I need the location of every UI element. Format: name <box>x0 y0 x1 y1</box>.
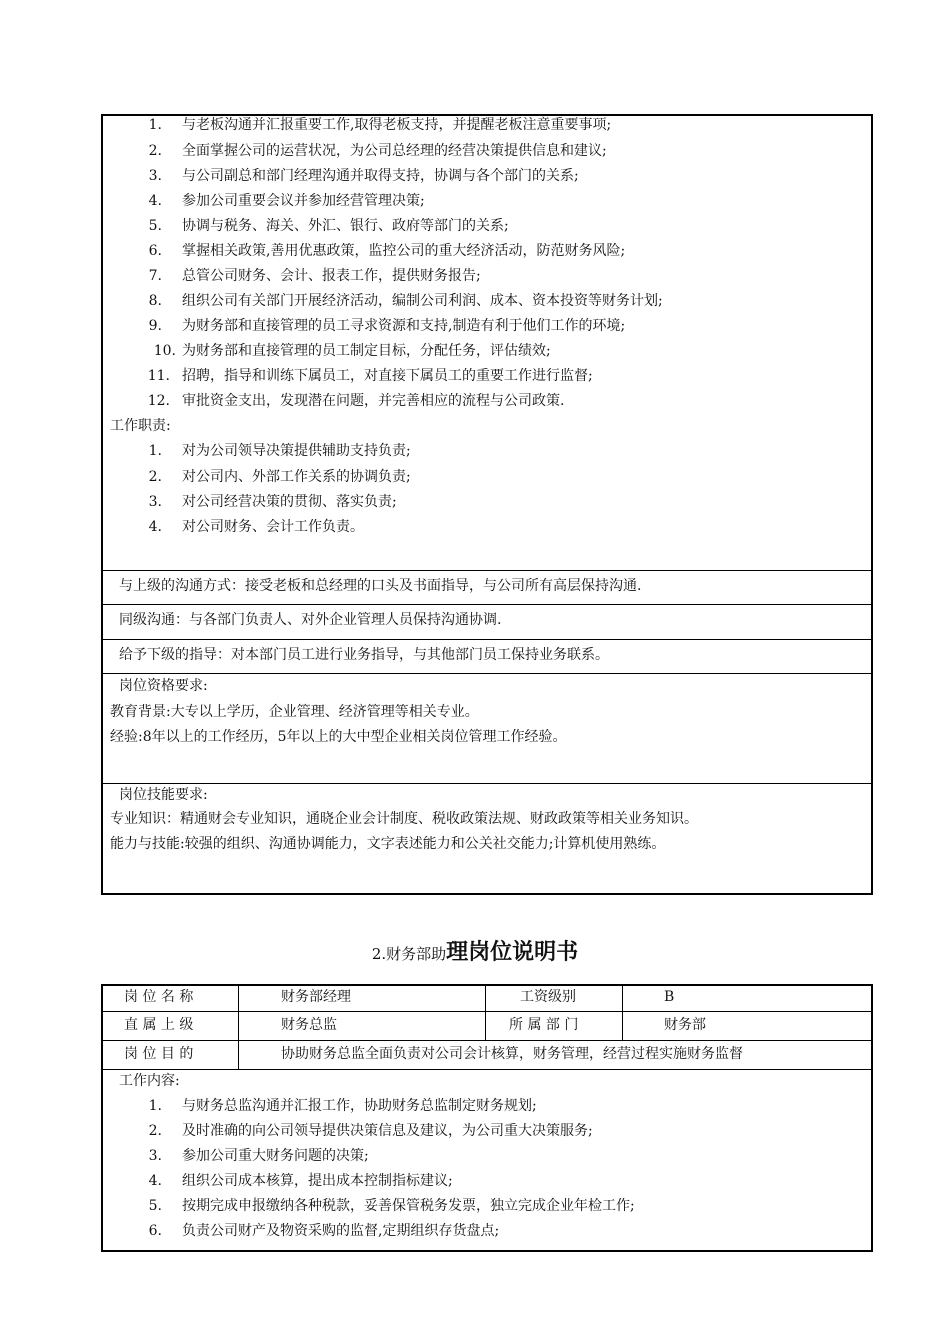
list-item: 参加公司重要会议并参加经营管理决策; <box>182 193 425 209</box>
position-label: 岗 位 名 称 <box>124 989 194 1005</box>
list-number: 3. <box>148 494 162 510</box>
department-label: 所 属 部 门 <box>509 1017 579 1033</box>
list-item: 对为公司领导决策提供辅助支持负责; <box>182 443 411 459</box>
list-item: 协调与税务、海关、外汇、银行、政府等部门的关系; <box>182 218 509 234</box>
list-number: 4. <box>148 1173 162 1189</box>
divider <box>102 673 872 674</box>
list-number: 8. <box>148 293 162 309</box>
section-heading: 工作职责: <box>110 418 171 434</box>
divider <box>238 985 239 1069</box>
skill-heading: 岗位技能要求: <box>119 787 208 803</box>
list-number: 2. <box>148 1123 162 1139</box>
purpose-label: 岗 位 目 的 <box>124 1046 194 1062</box>
divider <box>102 783 872 784</box>
list-item: 对公司经营决策的贯彻、落实负责; <box>182 494 397 510</box>
list-number: 6. <box>148 1223 162 1239</box>
list-number: 4. <box>148 519 162 535</box>
comm-upper: 与上级的沟通方式：接受老板和总经理的口头及书面指导，与公司所有高层保持沟通. <box>119 578 642 594</box>
list-number: 5. <box>148 218 162 234</box>
qualification-experience: 经验:8年以上的工作经历，5年以上的大中型企业相关岗位管理工作经验。 <box>110 729 567 745</box>
qualification-heading: 岗位资格要求: <box>119 678 208 694</box>
list-item: 为财务部和直接管理的员工制定目标，分配任务，评估绩效; <box>182 343 551 359</box>
list-number: 7. <box>148 268 162 284</box>
divider <box>102 1040 872 1041</box>
divider <box>622 985 623 1040</box>
list-item: 与公司副总和部门经理沟通并取得支持，协调与各个部门的关系; <box>182 168 579 184</box>
list-number: 12. <box>147 393 170 409</box>
list-number: 3. <box>148 1148 162 1164</box>
list-item: 及时准确的向公司领导提供决策信息及建议，为公司重大决策服务; <box>182 1123 593 1139</box>
list-item: 组织公司成本核算，提出成本控制指标建议; <box>182 1173 453 1189</box>
list-number: 5. <box>148 1198 162 1214</box>
list-number: 10. <box>153 343 176 359</box>
list-number: 2. <box>148 469 162 485</box>
list-item: 对公司内、外部工作关系的协调负责; <box>182 469 411 485</box>
list-item: 为财务部和直接管理的员工寻求资源和支持,制造有利于他们工作的环境; <box>182 318 626 334</box>
list-number: 11. <box>147 368 170 384</box>
list-number: 1. <box>148 1098 162 1114</box>
title-main: 理岗位说明书 <box>446 939 579 965</box>
list-number: 9. <box>148 318 162 334</box>
list-number: 3. <box>148 168 162 184</box>
superior-value: 财务总监 <box>281 1017 337 1033</box>
list-item: 对公司财务、会计工作负责。 <box>182 519 364 535</box>
purpose-value: 协助财务总监全面负责对公司会计核算，财务管理，经营过程实施财务监督 <box>281 1046 743 1062</box>
list-number: 6. <box>148 243 162 259</box>
list-number: 1. <box>148 443 162 459</box>
list-item: 与财务总监沟通并汇报工作，协助财务总监制定财务规划; <box>182 1098 537 1114</box>
list-item: 全面掌握公司的运营状况，为公司总经理的经营决策提供信息和建议; <box>182 143 607 159</box>
position-value: 财务部经理 <box>281 989 351 1005</box>
grade-value: B <box>664 989 675 1005</box>
superior-label: 直 属 上 级 <box>124 1017 194 1033</box>
comm-lower: 给予下级的指导：对本部门员工进行业务指导，与其他部门员工保持业务联系。 <box>119 647 609 663</box>
qualification-education: 教育背景:大专以上学历，企业管理、经济管理等相关专业。 <box>110 704 479 720</box>
divider <box>485 985 486 1040</box>
list-item: 组织公司有关部门开展经济活动，编制公司利润、成本、资本投资等财务计划; <box>182 293 663 309</box>
list-number: 1. <box>148 117 162 133</box>
list-item: 参加公司重大财务问题的决策; <box>182 1148 369 1164</box>
divider <box>102 570 872 571</box>
comm-peer: 同级沟通：与各部门负责人、对外企业管理人员保持沟通协调. <box>119 612 502 628</box>
list-item: 招聘，指导和训练下属员工，对直接下属员工的重要工作进行监督; <box>182 368 593 384</box>
list-number: 4. <box>148 193 162 209</box>
list-number: 2. <box>148 143 162 159</box>
content-heading: 工作内容: <box>119 1073 180 1089</box>
divider <box>102 639 872 640</box>
list-item: 总管公司财务、会计、报表工作，提供财务报告; <box>182 268 481 284</box>
list-item: 按期完成申报缴纳各种税款，妥善保管税务发票，独立完成企业年检工作; <box>182 1198 635 1214</box>
skill-ability: 能力与技能:较强的组织、沟通协调能力，文字表述能力和公关社交能力;计算机使用熟练。 <box>110 836 666 852</box>
divider <box>102 604 872 605</box>
title-prefix: 2.财务部助 <box>371 945 447 963</box>
list-item: 负责公司财产及物资采购的监督,定期组织存货盘点; <box>182 1223 500 1239</box>
list-item: 审批资金支出，发现潜在问题，并完善相应的流程与公司政策. <box>182 393 565 409</box>
skill-knowledge: 专业知识：精通财会专业知识，通晓企业会计制度、税收政策法规、财政政策等相关业务知识。 <box>110 811 698 827</box>
list-item: 掌握相关政策,善用优惠政策，监控公司的重大经济活动，防范财务风险; <box>182 243 626 259</box>
list-item: 与老板沟通并汇报重要工作,取得老板支持，并提醒老板注意重要事项; <box>182 117 612 133</box>
divider <box>102 1069 872 1070</box>
grade-label: 工资级别 <box>520 989 576 1005</box>
page-title <box>0 935 950 966</box>
divider <box>102 1011 872 1012</box>
department-value: 财务部 <box>664 1017 706 1033</box>
